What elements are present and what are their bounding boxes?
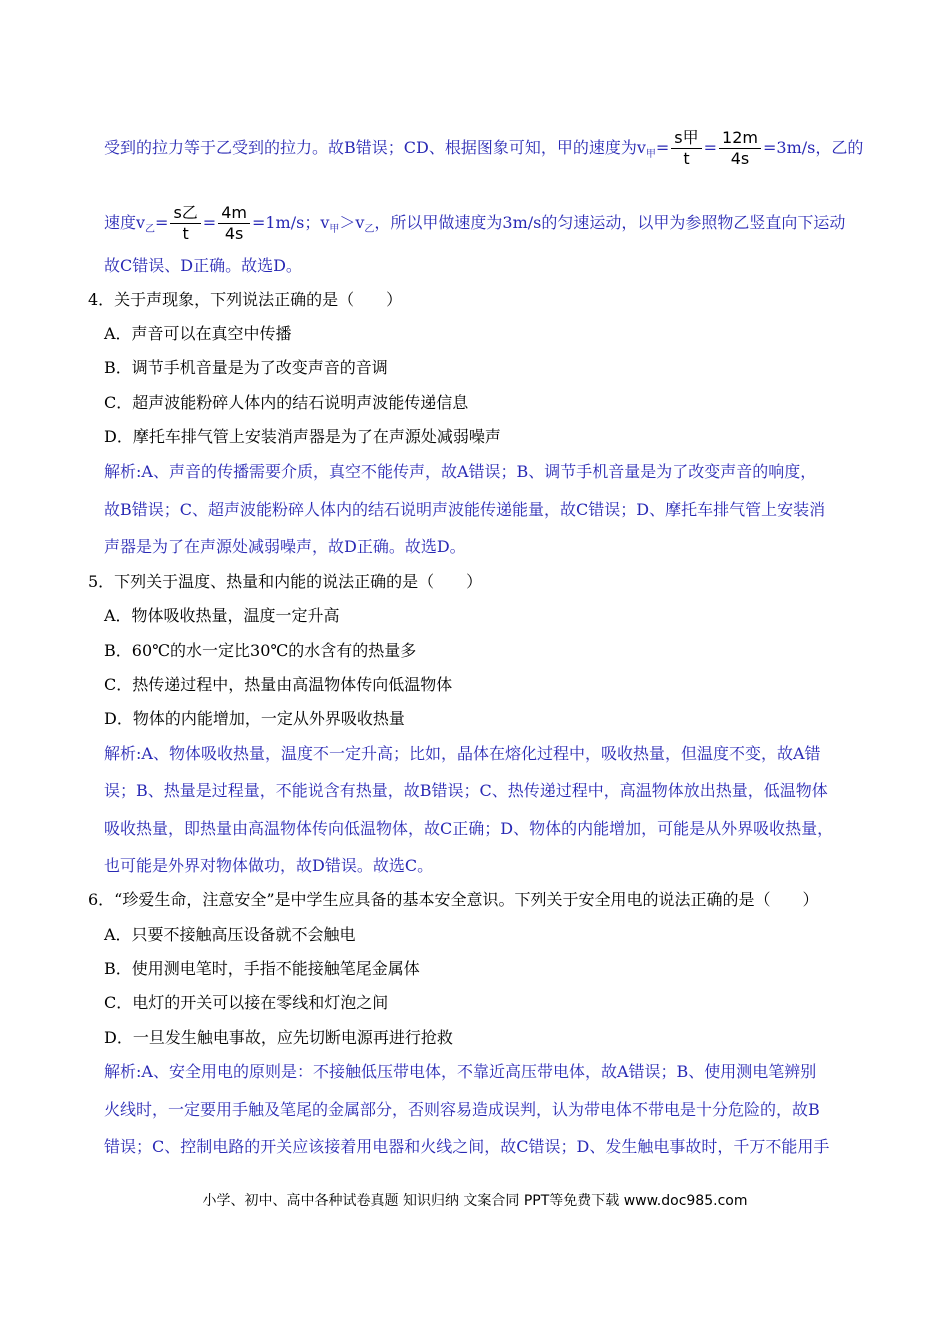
explanation-line: 解析:A、声音的传播需要介质，真空不能传声，故A错误；B、调节手机音量是为了改变声音的响度，	[104, 462, 817, 481]
numerator: 4m	[218, 203, 250, 224]
option-a: A．声音可以在真空中传播	[104, 324, 292, 343]
explanation-line: 声器是为了在声源处减弱噪声，故D正确。故选D。	[104, 537, 466, 556]
subscript: 乙	[364, 224, 375, 236]
option-a: A．物体吸收热量，温度一定升高	[104, 606, 340, 625]
explanation-line: 故B错误；C、超声波能粉碎人体内的结石说明声波能传递能量，故C错误；D、摩托车排气管上安装消	[104, 500, 826, 519]
text-segment: =1m/s；v	[251, 213, 330, 232]
explanation-line: 错误；C、控制电路的开关应该接着用电器和火线之间，故C错误；D、发生触电事故时，千万不能用手	[104, 1137, 830, 1156]
subscript: 乙	[145, 224, 156, 236]
option-a: A．只要不接触高压设备就不会触电	[104, 925, 356, 944]
fraction-s-jia-over-t	[671, 128, 701, 169]
q3-explanation-line-2	[104, 203, 845, 244]
text-segment: =3m/s，乙的	[762, 138, 864, 157]
question-4: 4．关于声现象，下列说法正确的是（ ）	[88, 290, 403, 309]
question-5: 5．下列关于温度、热量和内能的说法正确的是（ ）	[88, 572, 483, 591]
explanation-line: 火线时，一定要用手触及笔尾的金属部分，否则容易造成误判，认为带电体不带电是十分危险的，故B	[104, 1100, 820, 1119]
fraction-s-yi-over-t	[170, 203, 200, 244]
explanation-line: 也可能是外界对物体做功，故D错误。故选C。	[104, 856, 434, 875]
option-b: B．使用测电笔时，手指不能接触笔尾金属体	[104, 959, 420, 978]
subscript: 甲	[329, 224, 340, 236]
fraction-12m-over-4s	[719, 128, 761, 169]
question-6: 6．“珍爱生命，注意安全”是中学生应具备的基本安全意识。下列关于安全用电的说法正确的是（ ）	[88, 890, 819, 909]
text-segment: 速度v	[104, 213, 146, 232]
explanation-line: 吸收热量，即热量由高温物体传向低温物体，故C正确；D、物体的内能增加，可能是从外界吸收热量，	[104, 819, 834, 838]
option-b: B．调节手机音量是为了改变声音的音调	[104, 358, 388, 377]
equals-sign: =	[202, 213, 217, 232]
option-c: C．超声波能粉碎人体内的结石说明声波能传递信息	[104, 393, 469, 412]
numerator: 12m	[719, 128, 761, 149]
text-segment: 受到的拉力等于乙受到的拉力。故B错误；CD、根据图象可知，甲的速度为v	[104, 138, 646, 157]
subscript: 甲	[645, 149, 656, 161]
page-footer: 小学、初中、高中各种试卷真题 知识归纳 文案合同 PPT等免费下载 www.doc985.com	[202, 1193, 748, 1209]
option-d: D．摩托车排气管上安装消声器是为了在声源处减弱噪声	[104, 427, 501, 446]
explanation-line: 解析:A、安全用电的原则是：不接触低压带电体，不靠近高压带电体，故A错误；B、使用测电笔辨别	[104, 1062, 817, 1081]
q3-explanation-line-3: 故C错误、D正确。故选D。	[104, 256, 302, 275]
text-segment: ＞v	[339, 213, 365, 232]
option-d: D．一旦发生触电事故，应先切断电源再进行抢救	[104, 1028, 453, 1047]
explanation-line: 解析:A、物体吸收热量，温度不一定升高；比如，晶体在熔化过程中，吸收热量，但温度不变，故A错	[104, 744, 821, 763]
option-b: B．60℃的水一定比30℃的水含有的热量多	[104, 641, 417, 660]
option-d: D．物体的内能增加，一定从外界吸收热量	[104, 709, 405, 728]
equals-sign: =	[655, 138, 670, 157]
option-c: C．热传递过程中，热量由高温物体传向低温物体	[104, 675, 453, 694]
fraction-4m-over-4s	[218, 203, 250, 244]
denominator: 4s	[224, 224, 244, 243]
equals-sign: =	[155, 213, 169, 232]
denominator: t	[182, 224, 189, 243]
q3-explanation-line-1	[104, 128, 863, 169]
equals-sign: =	[703, 138, 718, 157]
numerator: s乙	[170, 203, 200, 224]
numerator: s甲	[671, 128, 701, 149]
text-segment: ，所以甲做速度为3m/s的匀速运动，以甲为参照物乙竖直向下运动	[374, 213, 846, 232]
explanation-line: 误；B、热量是过程量，不能说含有热量，故B错误；C、热传递过程中，高温物体放出热量，低温物体	[104, 781, 828, 800]
denominator: 4s	[730, 149, 750, 168]
option-c: C．电灯的开关可以接在零线和灯泡之间	[104, 993, 389, 1012]
denominator: t	[683, 149, 690, 168]
